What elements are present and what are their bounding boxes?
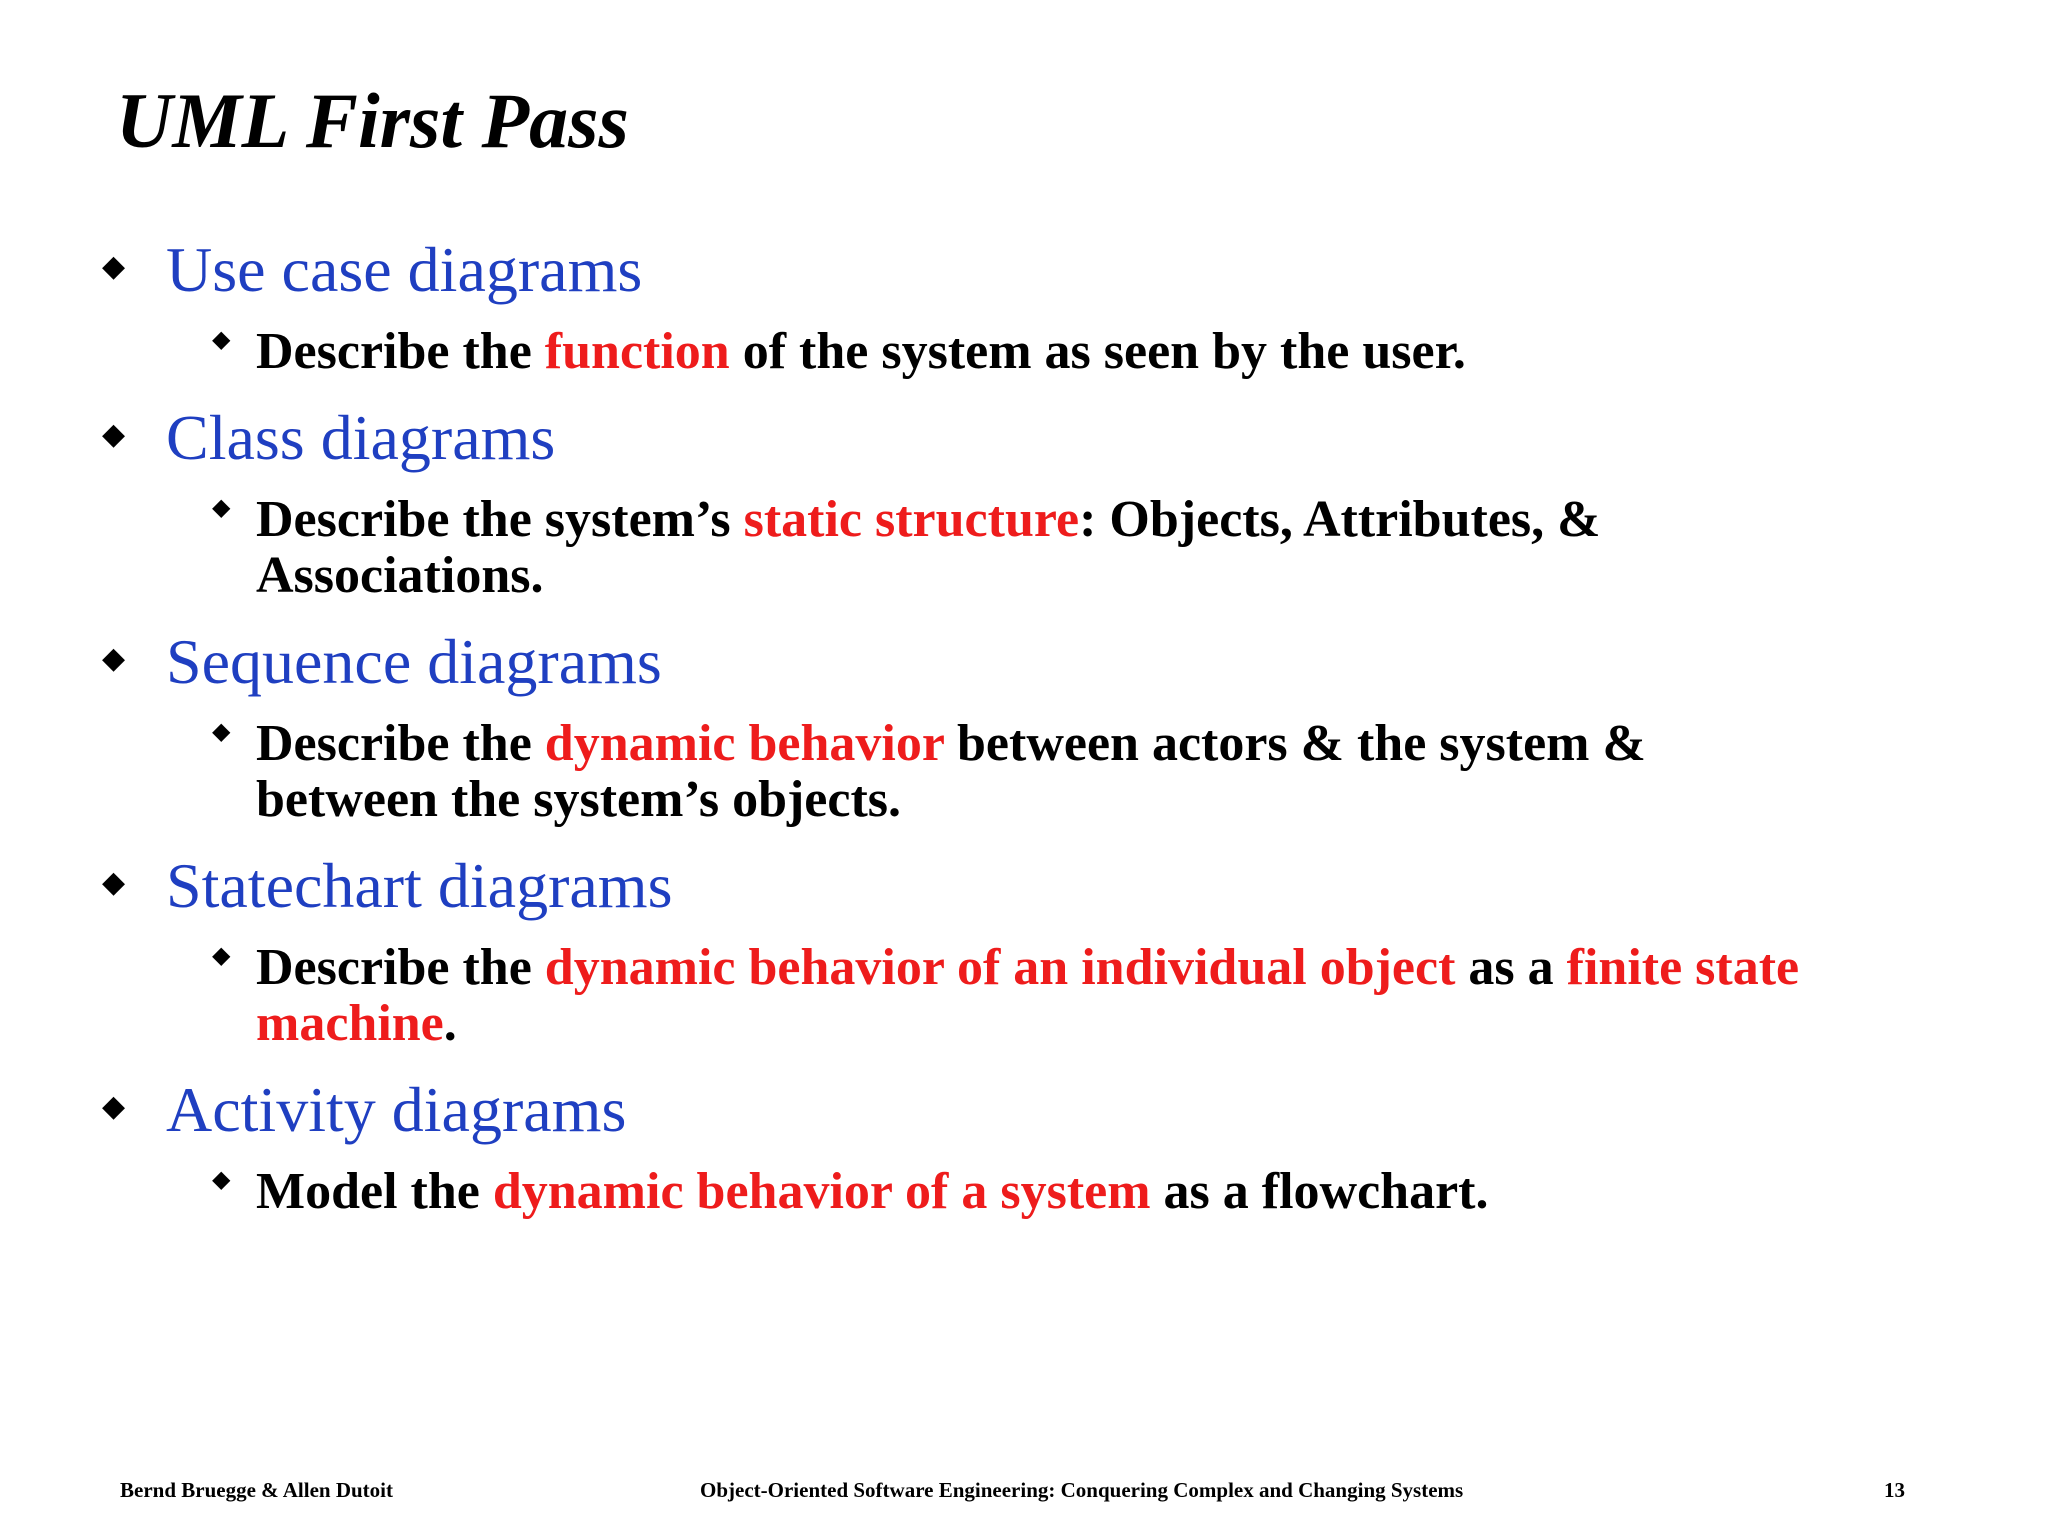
text-run: : Objects, Attributes, & Associations.	[256, 491, 1601, 604]
text-run: Describe the	[256, 715, 545, 772]
text-run: of the system as seen by the user.	[729, 323, 1466, 380]
text-run: as a flowchart.	[1150, 1163, 1489, 1220]
topic-label: Class diagrams	[166, 402, 556, 473]
highlight-run: function	[544, 323, 730, 380]
diamond-bullet-icon: ◆	[102, 866, 126, 899]
diamond-bullet-icon: ◆	[212, 327, 231, 353]
diamond-bullet-icon: ◆	[102, 1090, 126, 1123]
topic-label: Sequence diagrams	[166, 626, 662, 697]
diamond-bullet-icon: ◆	[212, 719, 231, 745]
footer-page-number: 13	[1884, 1478, 1905, 1502]
description-text	[256, 1164, 2012, 1220]
bullet-description	[212, 324, 2012, 380]
description-text	[256, 492, 1816, 604]
bullet-description	[212, 940, 2012, 1052]
footer-book-title: Object-Oriented Software Engineering: Conquering Complex and Changing Systems	[700, 1478, 1464, 1502]
text-run: between actors & the system & between the system’s objects.	[256, 715, 1646, 828]
highlight-run: dynamic behavior of a system	[492, 1163, 1151, 1220]
highlight-run: static structure	[743, 491, 1080, 548]
description-text	[256, 716, 1836, 828]
bullet-description	[212, 1164, 2012, 1220]
highlight-run: dynamic behavior	[544, 715, 944, 772]
bullet-description	[212, 492, 2012, 604]
text-run: as a	[1455, 939, 1567, 996]
topic-label: Statechart diagrams	[166, 850, 673, 921]
topic-label: Use case diagrams	[166, 234, 643, 305]
diamond-bullet-icon: ◆	[102, 250, 126, 283]
text-run: Describe the system’s	[256, 491, 744, 548]
bullet-description	[212, 716, 2012, 828]
text-run: Describe the	[256, 939, 545, 996]
text-run: .	[443, 995, 457, 1052]
diamond-bullet-icon: ◆	[212, 943, 231, 969]
diamond-bullet-icon: ◆	[102, 418, 126, 451]
description-text	[256, 940, 1996, 1052]
diamond-bullet-icon: ◆	[102, 642, 126, 675]
diamond-bullet-icon: ◆	[212, 1167, 231, 1193]
slide-title: UML First Pass	[116, 77, 629, 164]
text-run: Describe the	[256, 323, 545, 380]
highlight-run: dynamic behavior of an individual object	[544, 939, 1456, 996]
text-run: Model the	[256, 1163, 493, 1220]
highlight-run: finite state machine	[256, 939, 1800, 1052]
description-text	[256, 324, 2012, 380]
topic-label: Activity diagrams	[166, 1074, 627, 1145]
diamond-bullet-icon: ◆	[212, 495, 231, 521]
footer-authors: Bernd Bruegge & Allen Dutoit	[120, 1478, 393, 1502]
